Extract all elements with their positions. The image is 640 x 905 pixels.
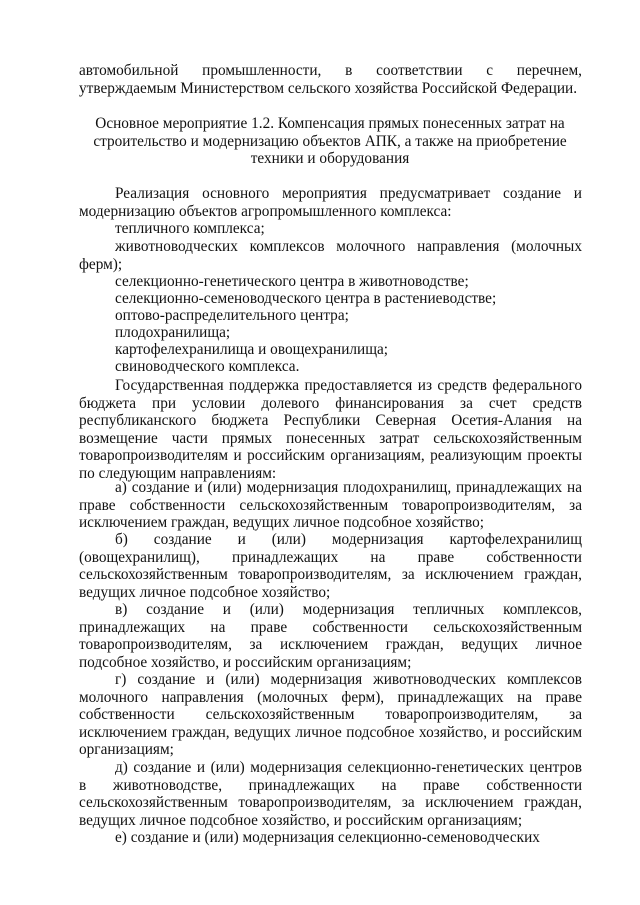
direction-item-g: г) создание и (или) модернизация животноводческих комплексов молочного направления (молочных ферм), принадлежащих на праве собственности сельскохозяйственным товаропроизводителям, за исключением граждан, ведущих личное подсобное хозяйство, и российским организациям; <box>79 671 582 759</box>
paragraph-intro-list: Реализация основного мероприятия предусматривает создание и модернизацию объектов агропромышленного комплекса: <box>79 185 582 220</box>
direction-item-v: в) создание и (или) модернизация тепличных комплексов, принадлежащих на праве собственности сельскохозяйственным товаропроизводителям, за исключением граждан, ведущих личное подсобное хозяйство, и российским организациям; <box>79 601 582 671</box>
list-item: оптово-распределительного центра; <box>115 307 349 324</box>
direction-item-a: а) создание и (или) модернизация плодохранилищ, принадлежащих на праве собственности сельскохозяйственным товаропроизводителям, за исключением граждан, ведущих личное подсобное хозяйство; <box>79 479 582 532</box>
direction-item-e: е) создание и (или) модернизация селекционно-семеноводческих <box>115 829 540 846</box>
list-item: свиноводческого комплекса. <box>115 358 300 375</box>
list-item: тепличного комплекса; <box>115 220 265 237</box>
direction-item-d: д) создание и (или) модернизация селекционно-генетических центров в животноводстве, принадлежащих на праве собственности сельскохозяйственным товаропроизводителям, за исключением граждан, ведущих личное подсобное хозяйство, и российским организациям; <box>79 759 582 829</box>
list-item: плодохранилища; <box>115 324 231 341</box>
list-item: картофелехранилища и овощехранилища; <box>115 341 389 358</box>
paragraph-support: Государственная поддержка предоставляется из средств федерального бюджета при условии долевого финансирования за счет средств республиканского бюджета Республики Северная Осетия-Алания на возмещение части прямых понесенных затрат сельскохозяйственным товаропроизводителям и российским организациям, реализующим проекты по следующим направлениям: <box>79 377 582 482</box>
direction-item-b: б) создание и (или) модернизация картофелехранилищ (овощехранилищ), принадлежащих на праве собственности сельскохозяйственным товаропроизводителям, за исключением граждан, ведущих личное подсобное хозяйство; <box>79 531 582 601</box>
section-heading: Основное мероприятие 1.2. Компенсация прямых понесенных затрат на строительство и модернизацию объектов АПК, а также на приобретение техники и оборудования <box>93 115 567 168</box>
intro-paragraph: автомобильной промышленности, в соответствии с перечнем, утверждаемым Министерством сельского хозяйства Российской Федерации. <box>79 62 582 97</box>
list-item: животноводческих комплексов молочного направления (молочных ферм); <box>79 238 582 273</box>
list-item: селекционно-семеноводческого центра в растениеводстве; <box>115 290 497 307</box>
list-item: селекционно-генетического центра в животноводстве; <box>115 273 469 290</box>
